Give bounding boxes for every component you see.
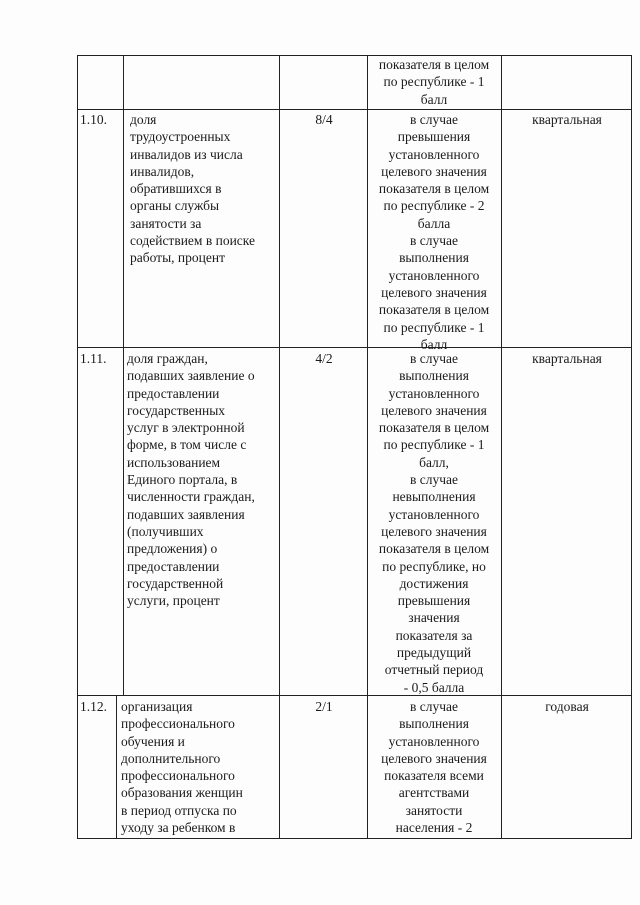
table-border-left [77,55,78,839]
column-divider-2 [279,55,280,839]
row-score: 8/4 [315,112,333,127]
row-frequency: квартальная [532,351,602,366]
table-border-bottom [77,838,632,839]
row-frequency: годовая [545,699,589,714]
column-divider-1b [116,695,117,839]
row-score: 4/2 [315,351,333,366]
row-number: 1.10. [80,112,107,127]
column-divider-4 [501,55,502,839]
fragment-conditions: показателя в целом по республике - 1 балл [378,57,490,107]
table-border-right [631,55,632,839]
row-divider-1 [77,109,632,110]
column-divider-1 [123,55,124,695]
row-divider-2 [77,347,632,348]
row-number: 1.12. [80,699,107,714]
table-border-top [77,55,632,56]
row-number: 1.11. [80,351,107,366]
row-divider-3 [77,695,632,696]
row-description: доля граждан, подавших заявление о предоставлении государственных услуг в электронной форме, в том числе с использованием Единого портала, в численности граждан, подавших заявления (получивших предложения) о предоставлении государственной услуги, процент [127,351,255,609]
row-conditions: в случае выполнения установленного целевого значения показателя в целом по республике - 1 балл, в случае невыполнения установленного целевого значения показателя в целом по республике, но достижения превышения значения показателя за предыдущий отчетный период - 0,5 балла [378,351,490,695]
row-score: 2/1 [315,699,333,714]
row-conditions: в случае превышения установленного целевого значения показателя в целом по республике - 2 балла в случае выполнения установленного целевого значения показателя в целом по республике - 1 балл [378,112,490,352]
row-frequency: квартальная [532,112,602,127]
row-description: доля трудоустроенных инвалидов из числа инвалидов, обратившихся в органы службы занятости за содействием в поиске работы, процент [130,112,255,266]
row-conditions: в случае выполнения установленного целевого значения показателя всеми агентствами занятости населения - 2 [381,699,487,836]
row-description: организация профессионального обучения и дополнительного профессионального образования женщин в период отпуска по уходу за ребенком в [121,699,243,836]
